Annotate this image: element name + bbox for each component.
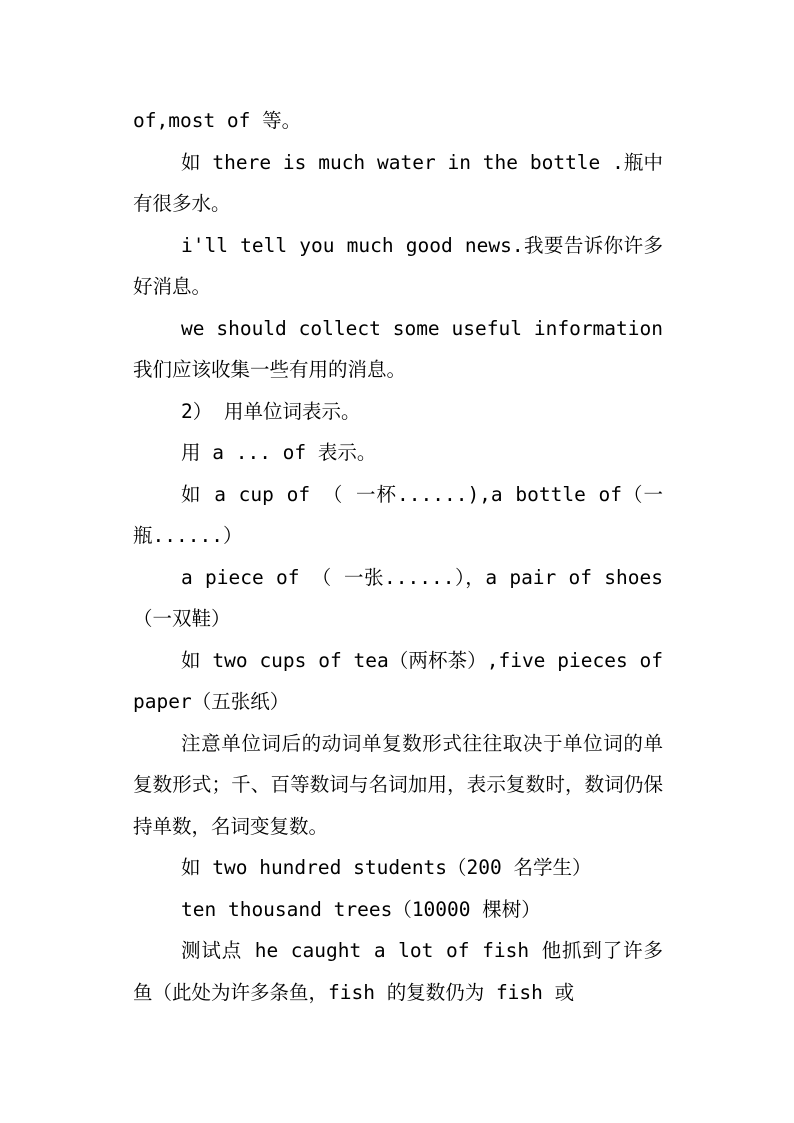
- paragraph-hundred-students: 如 two hundred students（200 名学生）: [181, 856, 592, 879]
- paragraph-cup-bottle: 如 a cup of （ 一杯......),a bottle of（一瓶......）: [133, 482, 663, 547]
- paragraph-useful-information: we should collect some useful information 我们应该收集一些有用的消息。: [133, 316, 663, 381]
- document-page: [133, 100, 663, 1013]
- paragraph-thousand-trees: ten thousand trees（10000 棵树）: [181, 897, 541, 921]
- paragraph-piece-pair: a piece of （ 一张......），a pair of shoes（一双鞋）: [133, 565, 663, 630]
- paragraph-much-good-news: i'll tell you much good news.我要告诉你许多好消息。: [133, 233, 663, 298]
- paragraph-of-most-of: of,most of 等。: [133, 109, 302, 132]
- paragraph-test-point-fish: 测试点 he caught a lot of fish 他抓到了许多鱼（此处为许多条鱼，fish 的复数仍为 fish 或: [133, 939, 663, 1004]
- paragraph-unit-words-heading: 2） 用单位词表示。: [181, 399, 361, 423]
- paragraph-a-of: 用 a ... of 表示。: [181, 441, 377, 464]
- paragraph-cups-pieces: 如 two cups of tea（两杯茶）,five pieces of paper（五张纸）: [133, 648, 663, 713]
- paragraph-note-unit-words: 注意单位词后的动词单复数形式往往取决于单位词的单复数形式；千、百等数词与名词加用，表示复数时，数词仍保持单数，名词变复数。: [133, 731, 663, 838]
- paragraph-much-water: 如 there is much water in the bottle .瓶中有很多水。: [133, 150, 663, 215]
